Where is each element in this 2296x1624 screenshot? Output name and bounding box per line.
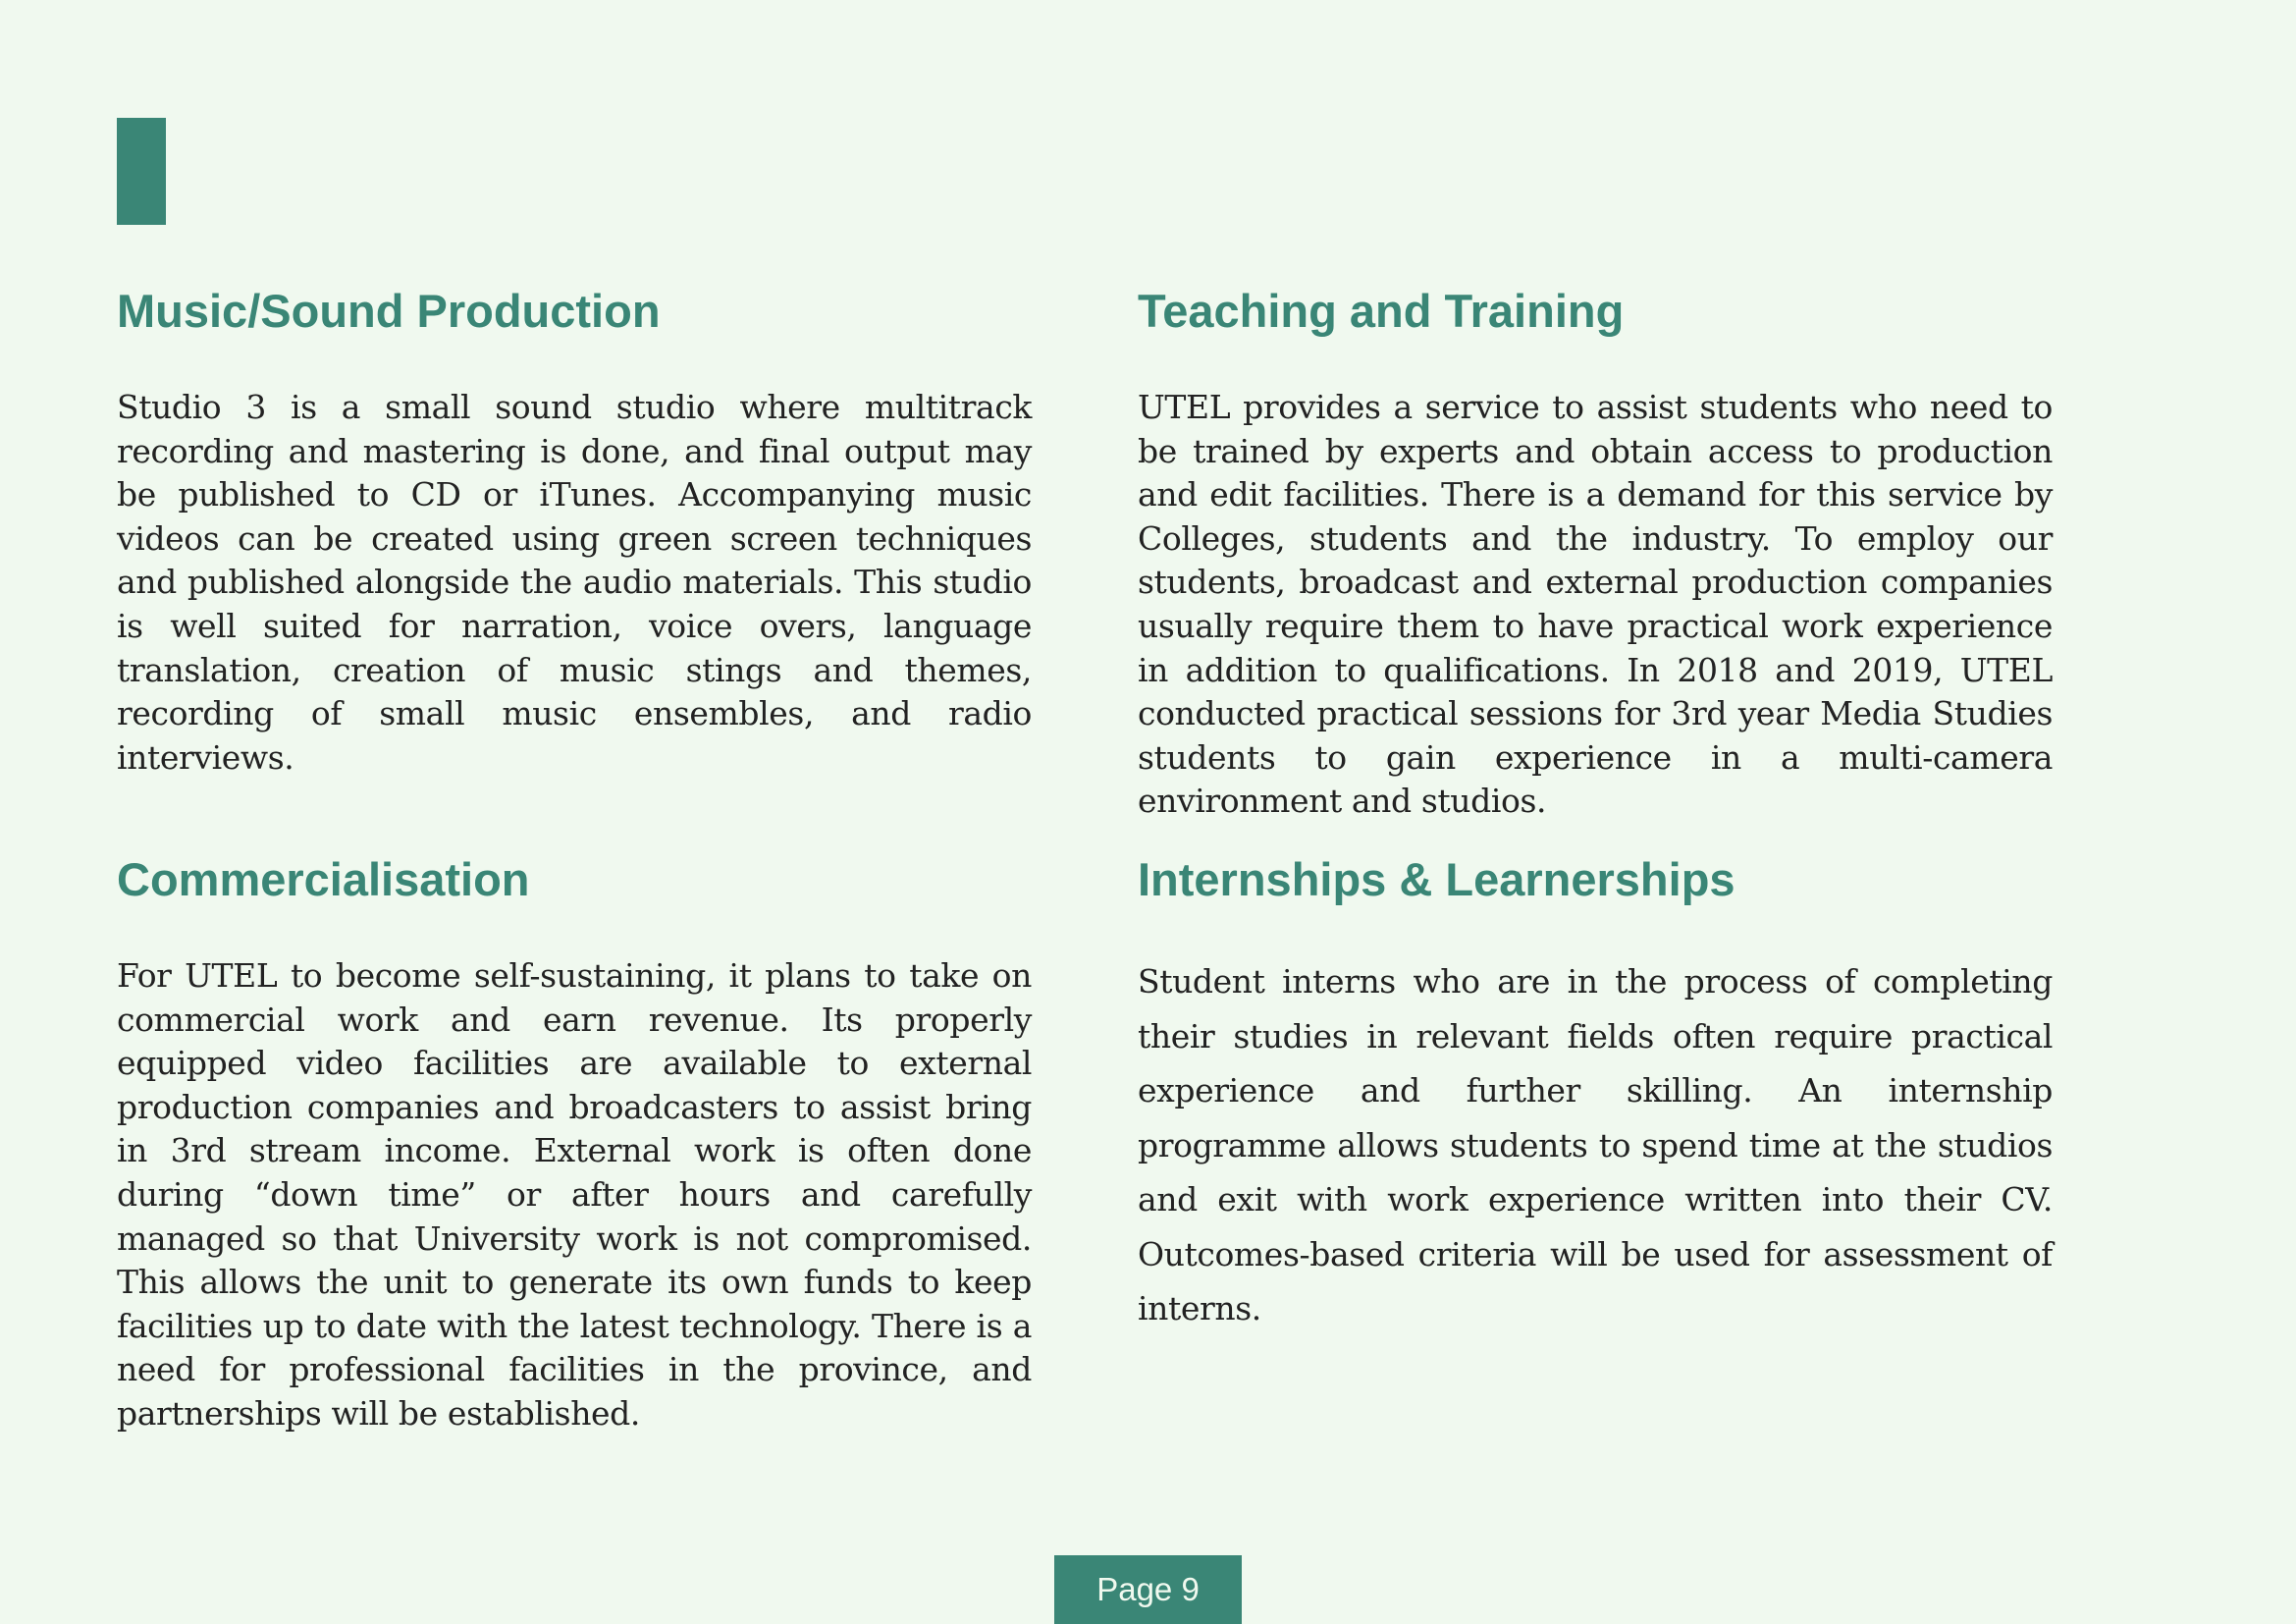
section-music-sound-production bbox=[117, 280, 1032, 780]
section-body: Studio 3 is a small sound studio where multitrack recording and mastering is done, and final output may be published to CD or iTunes. Accompanying music videos can be created using green screen techniques and published alongside the audio materials. This studio is well suited for narration, voice overs, language translation, creation of music stings and themes, recording of small music ensembles, and radio interviews. bbox=[117, 388, 1032, 777]
section-teaching-and-training bbox=[1138, 280, 2053, 824]
section-heading: Internships & Learnerships bbox=[1138, 853, 1735, 905]
section-body: Student interns who are in the process of completing their studies in relevant fields often require practical experience and further skilling. An internship programme allows students to spend time at the studios and exit with work experience written into their CV. Outcomes-based criteria will be used for assessment of interns. bbox=[1138, 962, 2053, 1327]
section-heading: Music/Sound Production bbox=[117, 285, 661, 337]
section-heading: Commercialisation bbox=[117, 853, 530, 905]
section-heading: Teaching and Training bbox=[1138, 285, 1625, 337]
page-number-label: Page 9 bbox=[1096, 1571, 1200, 1607]
section-commercialisation bbox=[117, 848, 1032, 1436]
section-body: UTEL provides a service to assist students who need to be trained by experts and obtain access to production and edit facilities. There is a demand for this service by Colleges, students and the industry. To employ our students, broadcast and external production companies usually require them to have practical work experience in addition to qualifications. In 2018 and 2019, UTEL conducted practical sessions for 3rd year Media Studies students to gain experience in a multi-camera environment and studios. bbox=[1138, 388, 2053, 821]
page-number-badge bbox=[1054, 1555, 1242, 1624]
accent-bar bbox=[117, 118, 166, 225]
section-body: For UTEL to become self-sustaining, it plans to take on commercial work and earn revenue. Its properly equipped video facilities are available to external production companies and broadcasters to assist bring in 3rd stream income. External work is often done during “down time” or after hours and carefully managed so that University work is not compromised. This allows the unit to generate its own funds to keep facilities up to date with the latest technology. There is a need for professional facilities in the province, and partnerships will be established. bbox=[117, 956, 1032, 1433]
section-internships-learnerships bbox=[1138, 848, 2053, 1336]
